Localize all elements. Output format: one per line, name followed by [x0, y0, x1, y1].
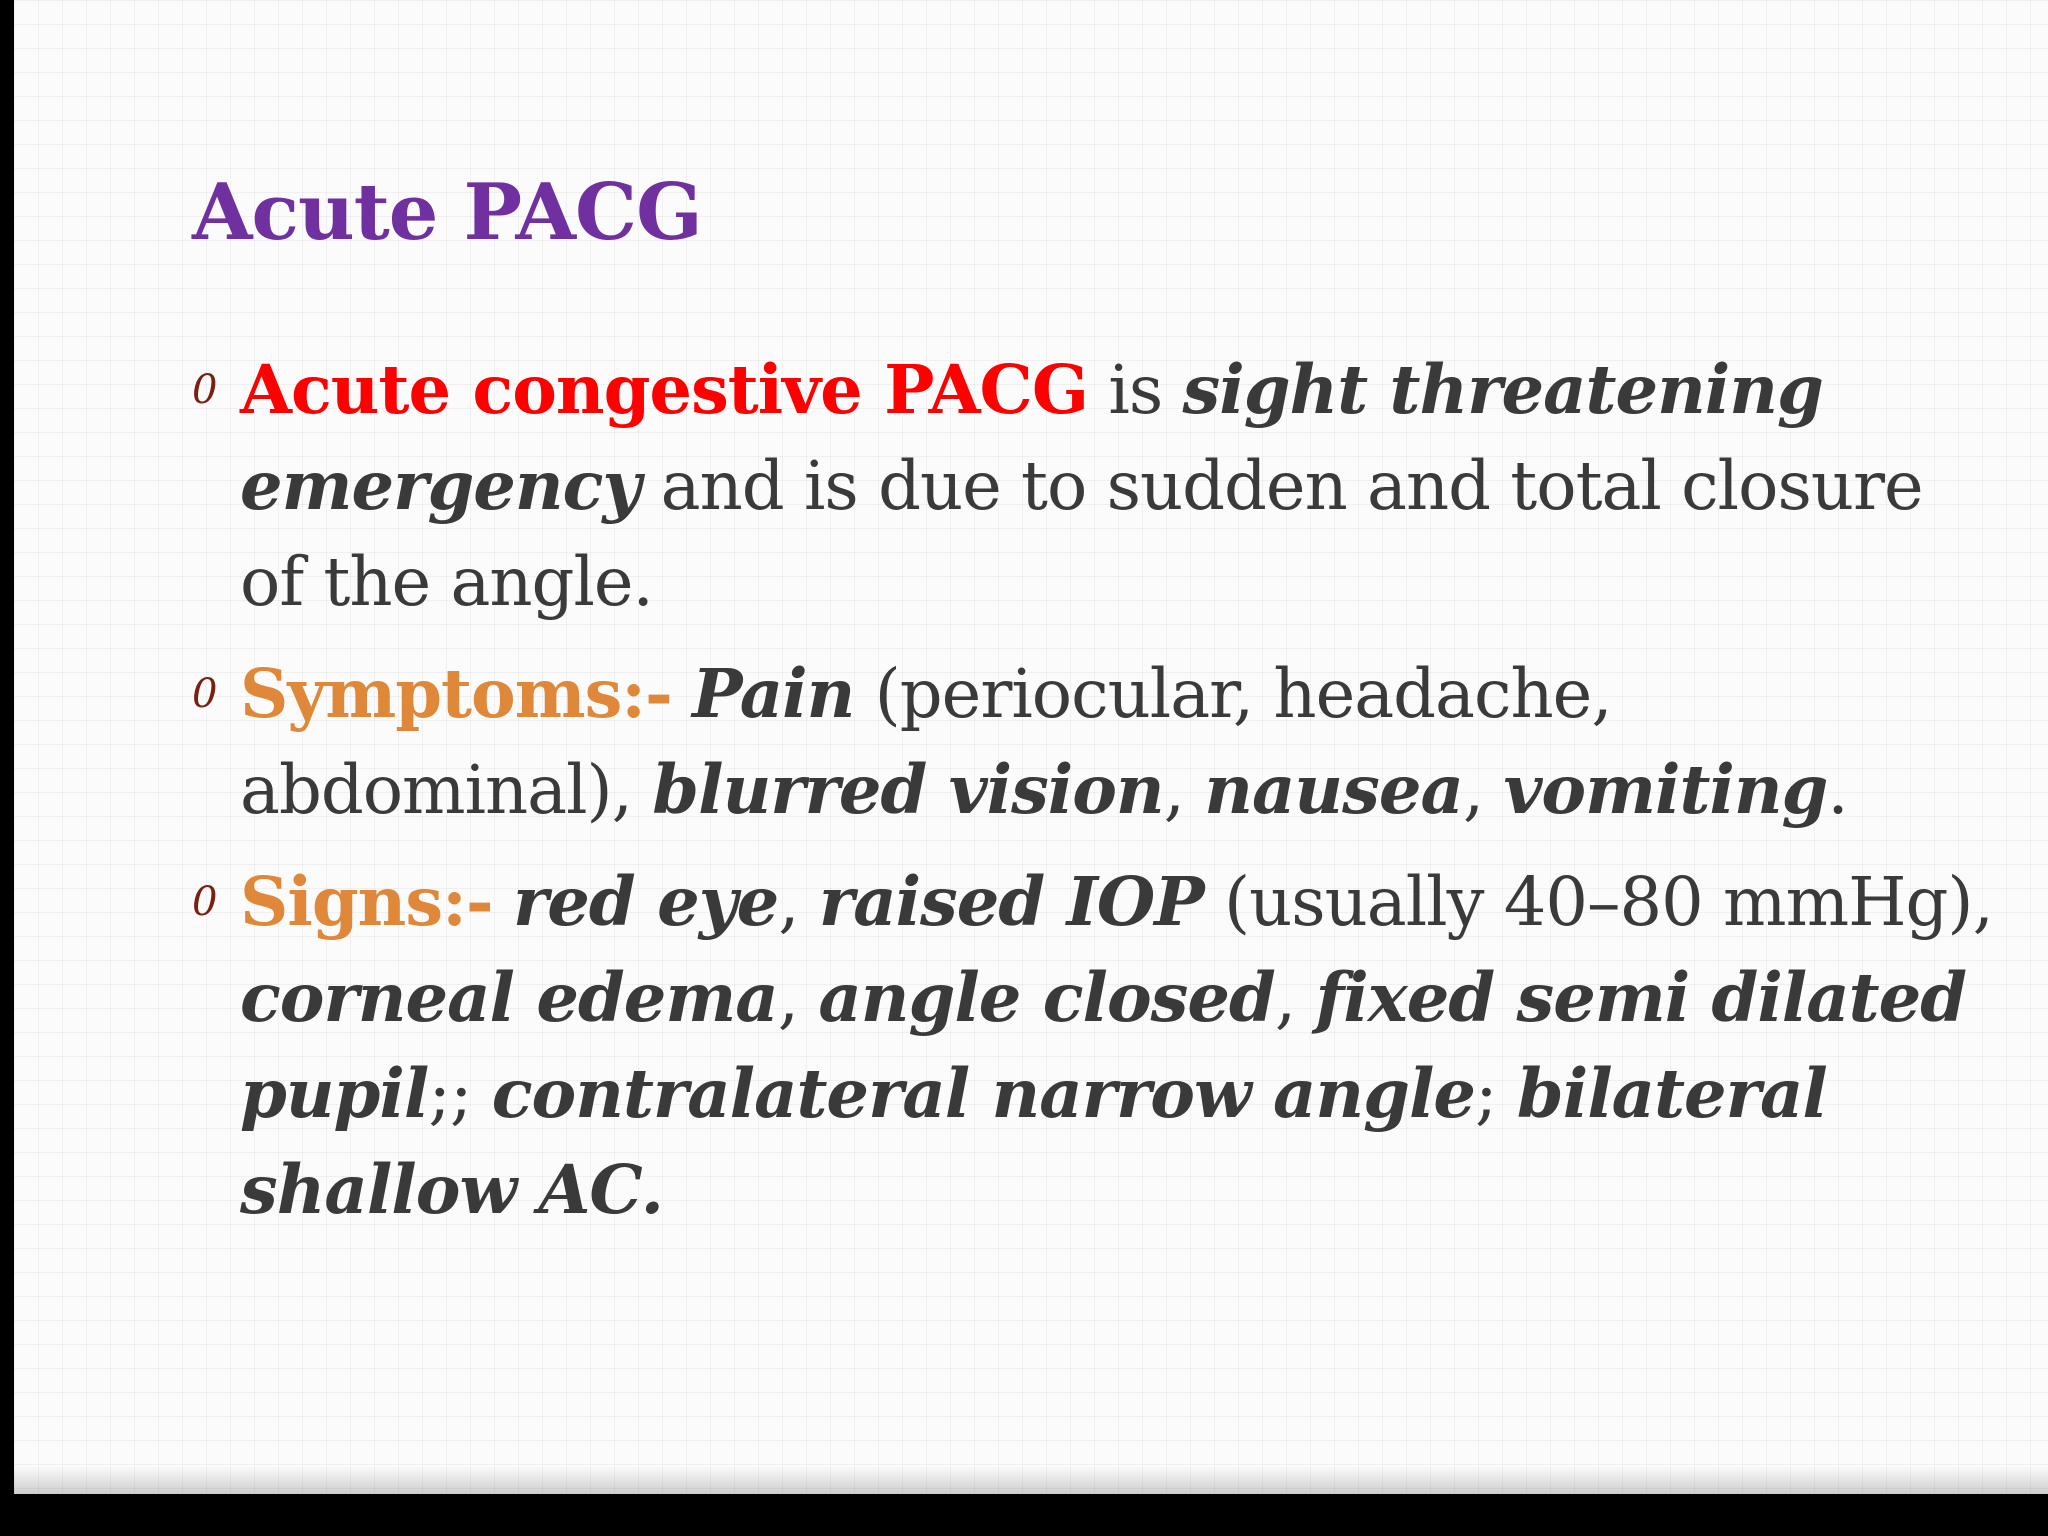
bullet-emphasis: bilateral shallow AC.	[240, 1054, 1827, 1229]
bullet-emphasis: contralateral narrow angle	[491, 1054, 1476, 1133]
bullet-marker-icon: 0	[192, 367, 217, 413]
bullet-emphasis: raised IOP	[818, 862, 1204, 941]
slide	[14, 0, 2048, 1494]
bullet-text: .	[1827, 751, 1848, 829]
bullet-emphasis: sight threatening emergency	[240, 350, 1823, 525]
bullet-text: (periocular, headache, abdominal),	[240, 655, 1612, 829]
bullet-heading: Symptoms:-	[240, 654, 672, 733]
bullet-text: ,	[1163, 751, 1205, 829]
bullet-emphasis: fixed semi dilated pupil	[240, 958, 1967, 1133]
bullet-text: ,	[1274, 959, 1316, 1037]
bullet-emphasis: Pain	[692, 654, 855, 733]
bullet-list	[182, 342, 2002, 1254]
bullet-emphasis: nausea	[1204, 750, 1463, 829]
bullet-emphasis: angle closed	[818, 958, 1275, 1037]
bullet-text: ,	[778, 863, 819, 941]
bullet-signs	[182, 854, 2002, 1238]
bullet-symptoms	[182, 646, 2002, 838]
bullet-heading: Signs:-	[240, 862, 493, 941]
bullet-text	[493, 863, 513, 941]
bullet-emphasis: vomiting	[1503, 750, 1828, 829]
bullet-text: ,	[777, 959, 819, 1037]
bullet-text: ;;	[428, 1055, 492, 1133]
bullet-emphasis: corneal edema	[240, 958, 778, 1037]
bullet-heading: Acute congestive PACG	[240, 350, 1089, 429]
bullet-text: ,	[1462, 751, 1504, 829]
bullet-text: (usually 40–80 mmHg),	[1203, 863, 1993, 941]
slide-title: Acute PACG	[192, 167, 702, 258]
bullet-text: and is due to sudden and total closure of the angle.	[240, 447, 1923, 621]
bullet-text: ;	[1475, 1055, 1517, 1133]
bullet-acute-congestive	[182, 342, 2002, 630]
bullet-text: is	[1088, 351, 1183, 429]
bullet-emphasis: red eye	[512, 862, 779, 941]
bullet-marker-icon: 0	[192, 879, 217, 925]
slide-bottom-shadow	[14, 1466, 2048, 1494]
bullet-emphasis: blurred vision	[652, 750, 1164, 829]
bullet-marker-icon: 0	[192, 671, 217, 717]
bullet-text	[672, 655, 692, 733]
